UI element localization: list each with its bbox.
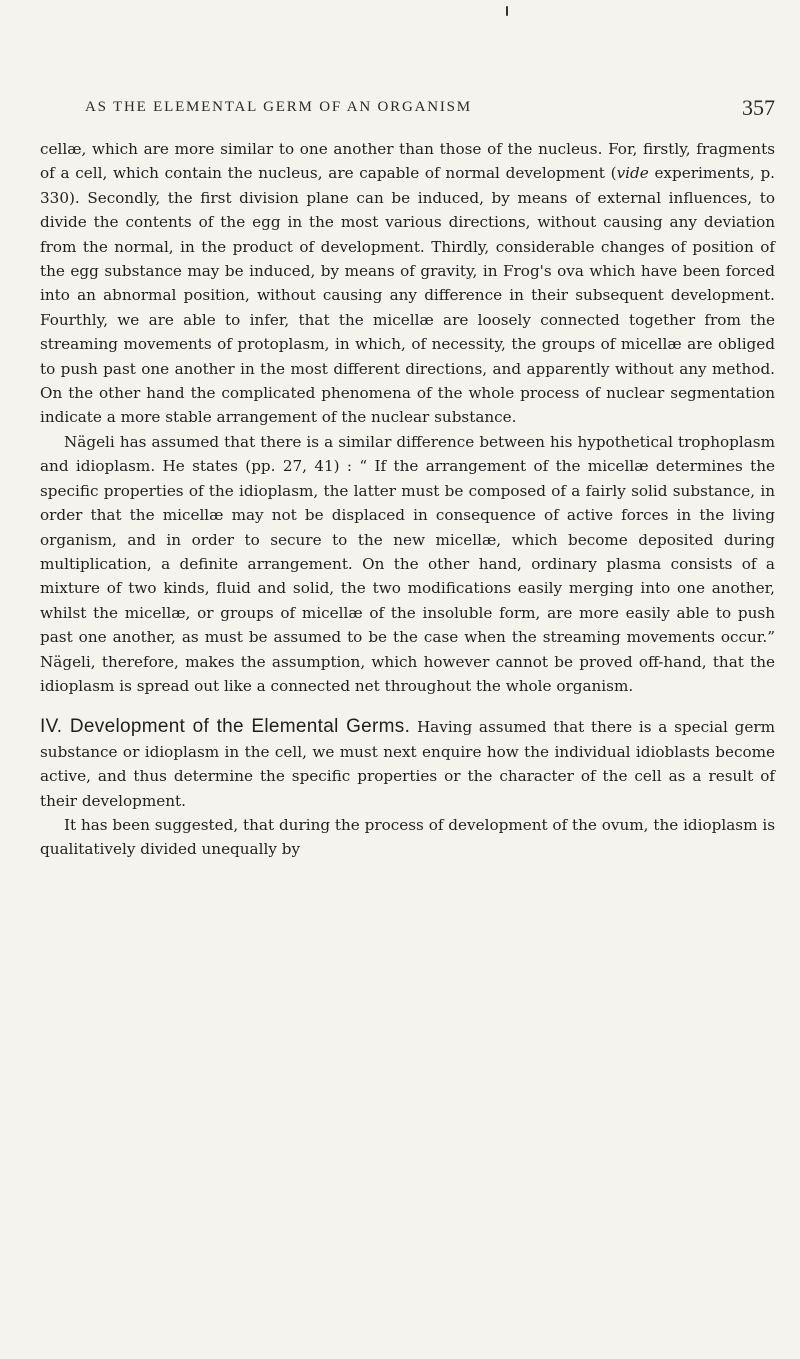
book-page	[40, 0, 775, 1359]
paragraph-3	[40, 715, 775, 813]
paragraph-2: Nägeli has assumed that there is a similar difference between his hypothetical trophoplasm and idioplasm. He states (pp. 27, 41) : “ If the arrangement of the micellæ determines the specific properties of the idioplasm, the latter must be composed of a fairly solid substance, in order that the micellæ may not be displaced in consequence of active forces in the living organism, and in order to secure to the new micellæ, which become deposited during multiplication, a definite arrangement. On the other hand, ordinary plasma consists of a mixture of two kinds, fluid and solid, the two modifications easily merging into one another, whilst the micellæ, or groups of micellæ of the insoluble form, are more easily able to push past one another, as must be assumed to be the case when the streaming movements occur.” Nägeli, therefore, makes the assumption, which however cannot be proved off-hand, that the idioplasm is spread out like a connected net throughout the whole organism.	[40, 432, 775, 695]
paragraph-1	[40, 137, 775, 430]
page-header	[40, 95, 775, 121]
paragraph-1-text-a: cellæ, which are more similar to one another than those of the nucleus. For, firstly, fragments of a cell, which contain the nucleus, are capable of normal development (	[40, 140, 775, 183]
body-text	[40, 137, 775, 862]
section-heading: IV. Development of the Elemental Germs.	[40, 716, 411, 738]
paragraph-1-text-b: experiments, p. 330). Secondly, the first division plane can be induced, by means of external influences, to divide the contents of the egg in the most various directions, without causing any deviation from the normal, in the product of development. Thirdly, considerable changes of position of the egg substance may be induced, by means of gravity, in Frog's ova which have been forced into an abnormal position, without causing any difference in their subsequent development. Fourthly, we are able to infer, that the micellæ are loosely connected together from the streaming movements of protoplasm, in which, of necessity, the groups of micellæ are obliged to push past one another in the most different directions, and apparently without any method. On the other hand the complicated phenomena of the whole process of nuclear segmentation indicate a more stable arrangement of the nuclear substance.	[40, 164, 775, 427]
vide-italic: vide	[616, 164, 649, 183]
running-title: AS THE ELEMENTAL GERM OF AN ORGANISM	[85, 99, 472, 115]
page-number: 357	[742, 95, 775, 120]
print-speck	[506, 6, 508, 16]
paragraph-4: It has been suggested, that during the process of development of the ovum, the idioplasm is qualitatively divided unequally by	[40, 815, 775, 859]
paragraph-3-text: Having assumed that there is a special germ substance or idioplasm in the cell, we must next enquire how the individual idioblasts become active, and thus determine the specific properties or the character of the cell as a result of their development.	[40, 718, 775, 810]
